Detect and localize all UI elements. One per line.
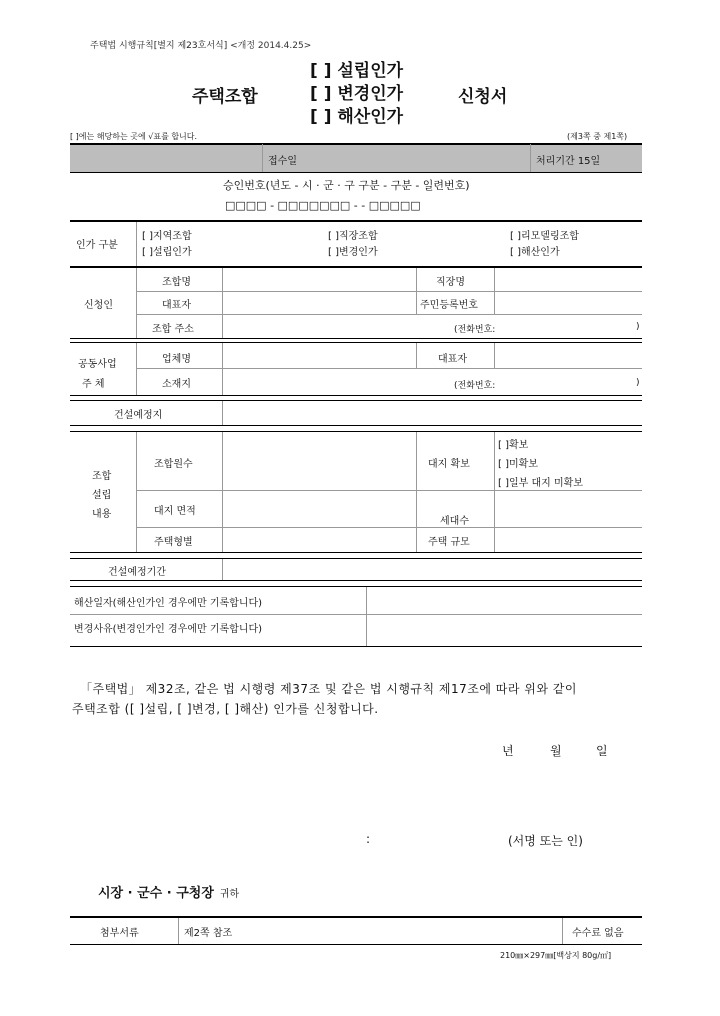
title-suffix: 신청서 <box>458 87 508 107</box>
applicant-label: 신청인 <box>84 300 113 311</box>
approval-number-format[interactable]: □□□□ - □□□□□□□ - - □□□□□ <box>225 199 421 212</box>
land-option-secured[interactable]: [ ]확보 <box>498 440 529 451</box>
processing-period-label: 처리기간 15일 <box>536 156 601 167</box>
form-reference <box>90 38 311 51</box>
housing-type-label: 주택형별 <box>154 537 193 548</box>
approval-number-label: 승인번호(년도 - 시 · 군 · 구 구분 - 구분 - 일련번호) <box>223 179 470 192</box>
company-name-label: 업체명 <box>162 354 191 365</box>
households-label: 세대수 <box>440 516 469 527</box>
title-main: 주택조합 <box>192 87 258 107</box>
recipient-name: 시장 · 군수 · 구청장 <box>98 886 214 901</box>
recipient <box>98 882 239 901</box>
union-content-label-3: 내용 <box>92 509 112 520</box>
type-remodeling-union[interactable]: [ ]리모델링조합 <box>510 231 579 242</box>
statement-line-2: 주택조합 ([ ]설립, [ ]변경, [ ]해산) 인가를 신청합니다. <box>72 702 379 716</box>
change-reason-label: 변경사유(변경인가인 경우에만 기록합니다) <box>74 624 263 635</box>
form-revision: <개정 2014.4.25> <box>230 41 312 51</box>
title-option-establish[interactable]: [ ] 설립인가 <box>310 61 404 81</box>
union-address-label: 조합 주소 <box>152 324 194 335</box>
type-establish-approval[interactable]: [ ]설립인가 <box>142 247 192 258</box>
date-month[interactable]: 월 <box>550 744 562 758</box>
applicant-representative-label: 대표자 <box>162 300 191 311</box>
fee-label: 수수료 없음 <box>572 928 624 939</box>
land-status-label: 대지 확보 <box>428 459 470 470</box>
checkbox-instruction: [ ]에는 해당하는 곳에 √표를 합니다. <box>70 132 198 141</box>
union-content-label-2: 설립 <box>92 490 112 501</box>
form-reference-text: 주택법 시행규칙[별지 제23호서식] <box>90 41 228 51</box>
land-option-partial[interactable]: [ ]일부 대지 미확보 <box>498 478 583 489</box>
title-option-dissolve[interactable]: [ ] 해산인가 <box>310 107 404 127</box>
page-info: (제3쪽 중 제1쪽) <box>567 132 628 141</box>
date-day[interactable]: 일 <box>596 744 608 758</box>
co-developer-label-2: 주 체 <box>82 379 105 390</box>
signature-colon: : <box>366 832 371 846</box>
applicant-phone-close: ) <box>636 322 640 332</box>
recipient-suffix: 귀하 <box>219 889 240 900</box>
attachments-label: 첨부서류 <box>100 928 139 939</box>
co-developer-label-1: 공동사업 <box>78 359 117 370</box>
location-label: 소재지 <box>162 379 191 390</box>
workplace-name-label: 직장명 <box>436 277 465 288</box>
period-label: 건설예정기간 <box>108 567 166 578</box>
signature-label[interactable]: (서명 또는 인) <box>508 834 583 848</box>
title-option-change[interactable]: [ ] 변경인가 <box>310 84 404 104</box>
members-label: 조합원수 <box>154 459 193 470</box>
paper-size: 210㎜×297㎜[백상지 80g/㎡] <box>500 951 612 960</box>
approval-type-label: 인가 구분 <box>76 240 118 251</box>
type-dissolve-approval[interactable]: [ ]해산인가 <box>510 247 560 258</box>
resident-number-label: 주민등록번호 <box>420 300 478 311</box>
co-developer-phone-close: ) <box>636 378 640 388</box>
type-change-approval[interactable]: [ ]변경인가 <box>328 247 378 258</box>
type-regional-union[interactable]: [ ]지역조합 <box>142 231 192 242</box>
title-options <box>310 60 403 129</box>
union-name-label: 조합명 <box>162 277 191 288</box>
type-workplace-union[interactable]: [ ]직장조합 <box>328 231 378 242</box>
land-option-unsecured[interactable]: [ ]미확보 <box>498 459 538 470</box>
site-label: 건설예정지 <box>114 410 163 421</box>
land-area-label: 대지 면적 <box>154 506 196 517</box>
attachments-value: 제2쪽 참조 <box>184 928 233 939</box>
union-content-label-1: 조합 <box>92 471 112 482</box>
dissolution-date-label: 해산일자(해산인가인 경우에만 기록합니다) <box>74 598 263 609</box>
housing-scale-label: 주택 규모 <box>428 537 470 548</box>
date-year[interactable]: 년 <box>502 744 514 758</box>
co-developer-representative-label: 대표자 <box>438 354 467 365</box>
statement-line-1: 「주택법」 제32조, 같은 법 시행령 제37조 및 같은 법 시행규칙 제17조에 따라 위와 같이 <box>80 682 577 696</box>
co-developer-phone-label: (전화번호: <box>454 381 496 391</box>
applicant-phone-label: (전화번호: <box>454 325 496 335</box>
receipt-date-label: 접수일 <box>268 156 297 167</box>
